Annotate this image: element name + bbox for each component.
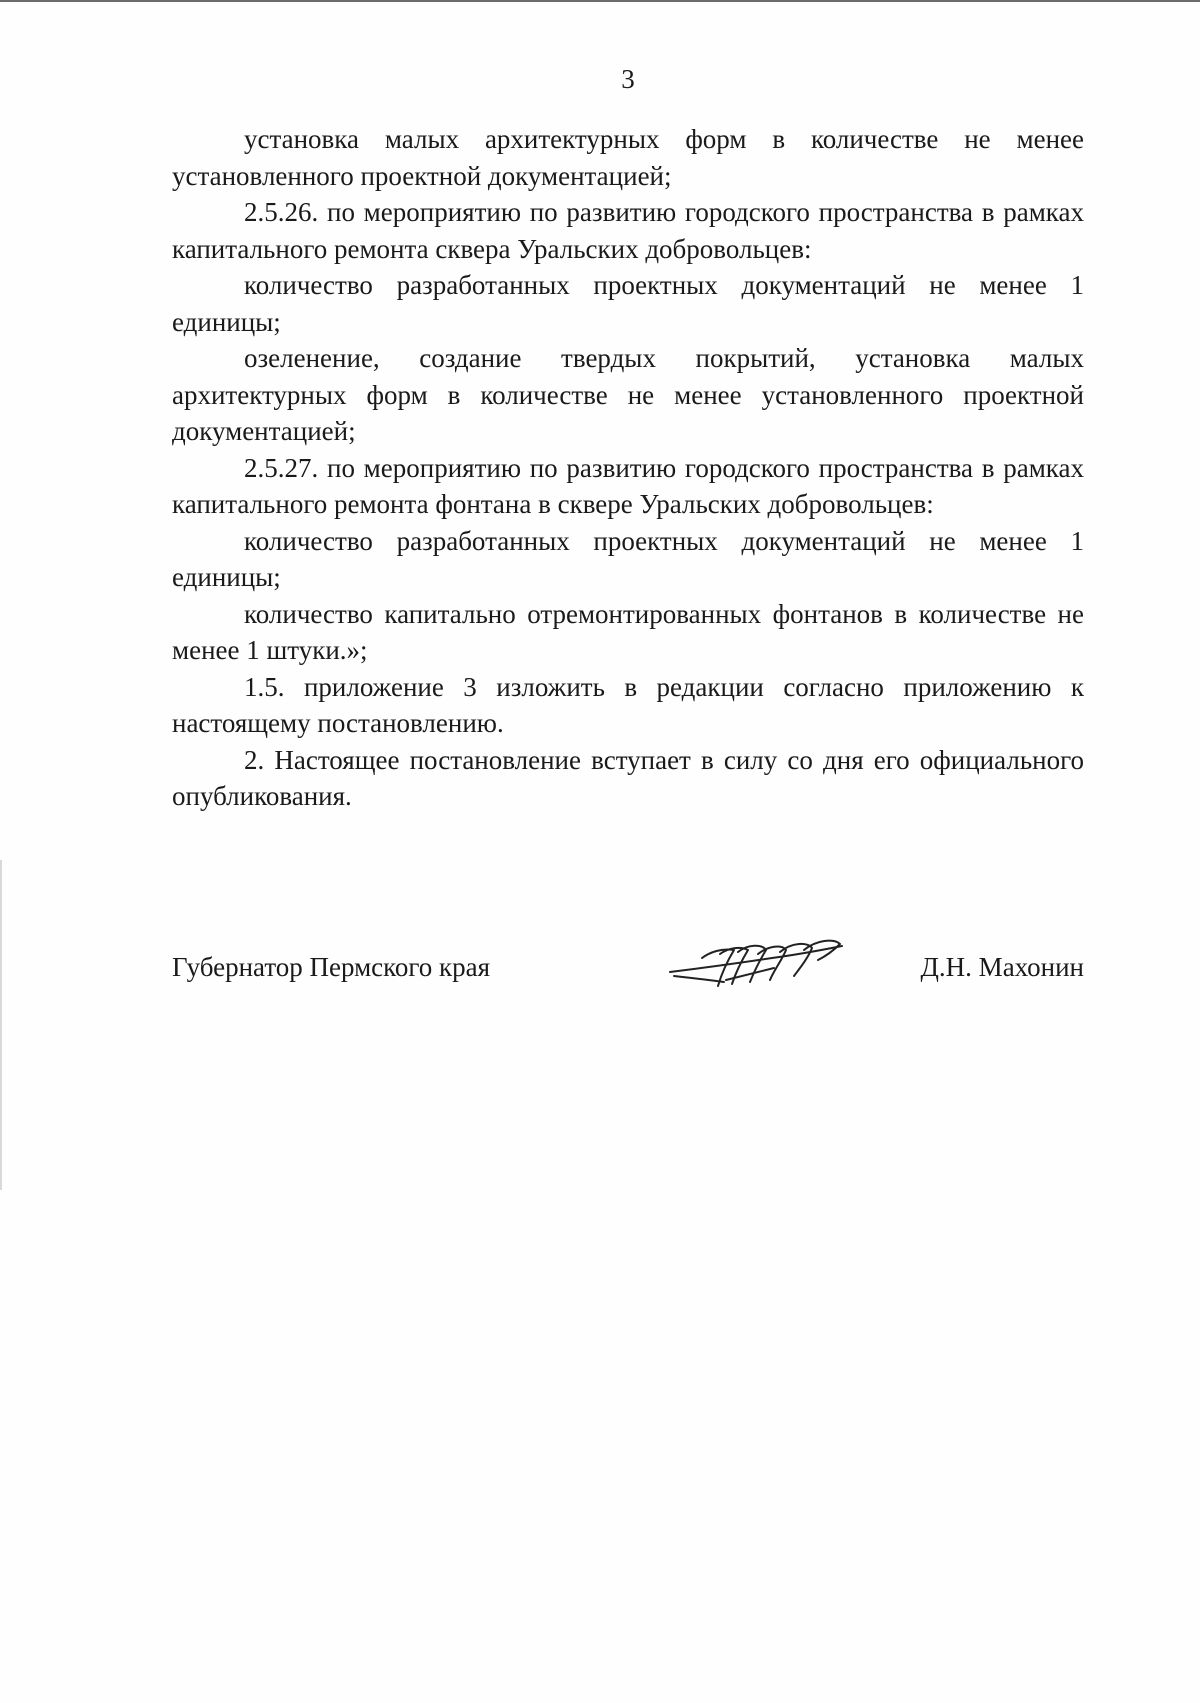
scan-left-edge bbox=[0, 860, 2, 1190]
paragraph: количество разработанных проектных документаций не менее 1 единицы; bbox=[172, 270, 1084, 337]
paragraph: 2. Настоящее постановление вступает в силу со дня его официального опубликования. bbox=[172, 744, 1084, 811]
paragraph: количество капитально отремонтированных фонтанов в количестве не менее 1 штуки.»; bbox=[172, 598, 1084, 665]
handwritten-signature bbox=[662, 928, 862, 998]
signature-block bbox=[172, 946, 1084, 1016]
signatory-position: Губернатор Пермского края bbox=[172, 952, 491, 982]
scan-top-edge bbox=[0, 0, 1200, 2]
page-number: 3 bbox=[621, 64, 635, 94]
paragraph: 2.5.27. по мероприятию по развитию городского пространства в рамках капитального ремонта фонтана в сквере Уральских добровольцев: bbox=[172, 452, 1084, 519]
signatory-name: Д.Н. Махонин bbox=[920, 952, 1084, 982]
paragraph: количество разработанных проектных документаций не менее 1 единицы; bbox=[172, 525, 1084, 592]
paragraph: 2.5.26. по мероприятию по развитию городского пространства в рамках капитального ремонта сквера Уральских добровольцев: bbox=[172, 197, 1084, 264]
document-body bbox=[172, 121, 1084, 815]
paragraph: 1.5. приложение 3 изложить в редакции согласно приложению к настоящему постановлению. bbox=[172, 671, 1084, 738]
paragraph: озеленение, создание твердых покрытий, установка малых архитектурных форм в количестве не менее установленного проектной документацией; bbox=[172, 343, 1084, 446]
paragraph: установка малых архитектурных форм в количестве не менее установленного проектной документацией; bbox=[172, 124, 1084, 191]
